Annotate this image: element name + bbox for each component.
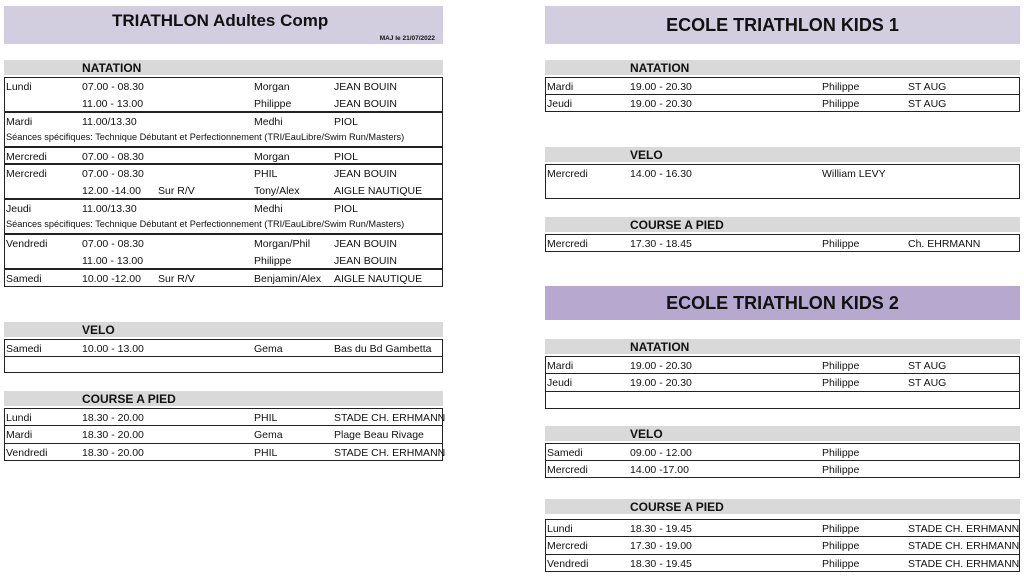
- cell-time: 07.00 - 08.30: [82, 151, 144, 163]
- cell-day: Vendredi: [6, 447, 48, 459]
- cell-time: 14.00 - 16.30: [630, 168, 692, 180]
- kids1-title-banner: [545, 6, 1020, 44]
- cell-coach: Philippe: [822, 540, 860, 552]
- cell-day: Samedi: [6, 343, 42, 355]
- cell-coach: PHIL: [254, 412, 278, 424]
- adultes-cap-header: [4, 391, 443, 406]
- cell-coach: Philippe: [822, 360, 860, 372]
- cell-place: STADE CH. ERHMANN: [334, 412, 446, 424]
- cell-coach: Benjamin/Alex: [254, 273, 322, 285]
- row-divider: [545, 460, 1020, 461]
- cell-day: Mardi: [547, 81, 574, 93]
- cell-place: ST AUG: [908, 360, 947, 372]
- row-divider: [545, 94, 1020, 95]
- cell-day: Mercredi: [547, 540, 588, 552]
- specific-sessions-note: Séances spécifiques: Technique Débutant et Perfectionnement (TRI/EauLibre/Swim Run/Masters): [6, 219, 405, 229]
- section-label: NATATION: [630, 61, 690, 75]
- cell-coach: Philippe: [822, 238, 860, 250]
- cell-time: 18.30 - 19.45: [630, 523, 692, 535]
- cell-time: 18.30 - 19.45: [630, 558, 692, 570]
- kids2-cap-header: [545, 499, 1020, 514]
- cell-time: 17.30 - 19.00: [630, 540, 692, 552]
- row-divider: [545, 373, 1020, 374]
- section-label: NATATION: [82, 61, 142, 75]
- cell-coach: Philippe: [822, 558, 860, 570]
- cell-time: 11.00 - 13.00: [82, 255, 144, 267]
- row-divider: [545, 391, 1020, 392]
- cell-coach: Philippe: [254, 98, 292, 110]
- cell-day: Mercredi: [547, 168, 588, 180]
- section-label: VELO: [630, 148, 663, 162]
- cell-coach: Philippe: [822, 523, 860, 535]
- cell-day: Vendredi: [547, 558, 589, 570]
- cell-time: 17.30 - 18.45: [630, 238, 692, 250]
- cell-place: Bas du Bd Gambetta: [334, 343, 432, 355]
- cell-coach: Philippe: [822, 81, 860, 93]
- cell-day: Mercredi: [547, 464, 588, 476]
- cell-time: 07.00 - 08.30: [82, 238, 144, 250]
- cell-time: 18.30 - 20.00: [82, 429, 144, 441]
- cell-time: 12.00 -14.00: [82, 185, 141, 197]
- cell-coach: PHIL: [254, 168, 278, 180]
- specific-sessions-note: Séances spécifiques: Technique Débutant et Perfectionnement (TRI/EauLibre/Swim Run/Masters): [6, 132, 405, 142]
- adultes-natation-header: [4, 60, 443, 75]
- cell-extra: Sur R/V: [158, 185, 195, 197]
- cell-place: PIOL: [334, 203, 358, 215]
- cell-place: JEAN BOUIN: [334, 238, 398, 250]
- adultes-velo-header: [4, 322, 443, 337]
- cell-day: Lundi: [6, 412, 32, 424]
- cell-day: Vendredi: [6, 238, 48, 250]
- adultes-title-banner: [4, 6, 443, 44]
- cell-time: 11.00 - 13.00: [82, 98, 144, 110]
- section-label: COURSE A PIED: [630, 218, 724, 232]
- cell-time: 14.00 -17.00: [630, 464, 689, 476]
- cell-coach: Tony/Alex: [254, 185, 300, 197]
- cell-time: 19.00 - 20.30: [630, 377, 692, 389]
- cell-coach: Morgan/Phil: [254, 238, 311, 250]
- cell-coach: Philippe: [822, 377, 860, 389]
- kids2-velo-header: [545, 426, 1020, 441]
- cell-time: 18.30 - 20.00: [82, 412, 144, 424]
- cell-day: Mardi: [547, 360, 574, 372]
- cell-day: Jeudi: [547, 98, 573, 110]
- cell-place: JEAN BOUIN: [334, 98, 398, 110]
- cell-day: Mercredi: [6, 168, 47, 180]
- cell-time: 07.00 - 08.30: [82, 168, 144, 180]
- cell-coach: PHIL: [254, 447, 278, 459]
- cell-coach: Morgan: [254, 151, 290, 163]
- section-label: VELO: [82, 323, 115, 337]
- cell-time: 18.30 - 20.00: [82, 447, 144, 459]
- row-divider: [4, 425, 443, 426]
- cell-place: STADE CH. ERHMANN: [334, 447, 446, 459]
- cell-day: Lundi: [6, 81, 32, 93]
- cell-place: JEAN BOUIN: [334, 168, 398, 180]
- row-divider: [4, 443, 443, 444]
- cell-day: Mercredi: [6, 151, 47, 163]
- cell-coach: Medhi: [254, 116, 283, 128]
- cell-time: 19.00 - 20.30: [630, 81, 692, 93]
- cell-day: Mardi: [6, 429, 33, 441]
- cell-place: STADE CH. ERHMANN: [908, 540, 1020, 552]
- cell-time: 11.00/13.30: [82, 116, 137, 128]
- cell-day: Jeudi: [6, 203, 32, 215]
- kids1-cap-header: [545, 217, 1020, 232]
- cell-place: PIOL: [334, 151, 358, 163]
- cell-coach: Philippe: [254, 255, 292, 267]
- section-label: NATATION: [630, 340, 690, 354]
- cell-time: 11.00/13.30: [82, 203, 137, 215]
- cell-place: STADE CH. ERHMANN: [908, 558, 1020, 570]
- cell-day: Jeudi: [547, 377, 573, 389]
- cell-time: 10.00 - 13.00: [82, 343, 144, 355]
- cell-place: JEAN BOUIN: [334, 81, 398, 93]
- row-divider: [4, 356, 443, 357]
- cell-day: Mardi: [6, 116, 33, 128]
- section-label: COURSE A PIED: [630, 500, 724, 514]
- cell-coach: Gema: [254, 429, 283, 441]
- cell-place: ST AUG: [908, 81, 947, 93]
- cell-coach: Gema: [254, 343, 283, 355]
- cell-coach: Medhi: [254, 203, 283, 215]
- section-label: VELO: [630, 427, 663, 441]
- cell-coach: Philippe: [822, 447, 860, 459]
- cell-place: AIGLE NAUTIQUE: [334, 273, 423, 285]
- cell-place: ST AUG: [908, 377, 947, 389]
- cell-time: 19.00 - 20.30: [630, 98, 692, 110]
- kids2-title: ECOLE TRIATHLON KIDS 2: [666, 292, 899, 313]
- kids2-title-banner: [545, 286, 1020, 320]
- cell-day: Lundi: [547, 523, 573, 535]
- cell-place: STADE CH. ERHMANN: [908, 523, 1020, 535]
- section-label: COURSE A PIED: [82, 392, 176, 406]
- cell-place: PIOL: [334, 116, 358, 128]
- cell-day: Mercredi: [547, 238, 588, 250]
- cell-place: AIGLE NAUTIQUE: [334, 185, 423, 197]
- cell-coach: Philippe: [822, 98, 860, 110]
- cell-time: 10.00 -12.00: [82, 273, 141, 285]
- kids1-title: ECOLE TRIATHLON KIDS 1: [666, 14, 899, 35]
- cell-coach: Philippe: [822, 464, 860, 476]
- update-date: MAJ le 21/07/2022: [379, 35, 435, 42]
- cell-day: Samedi: [6, 273, 42, 285]
- adultes-natation-group-3: [4, 147, 443, 164]
- cell-extra: Sur R/V: [158, 273, 195, 285]
- cell-coach: Morgan: [254, 81, 290, 93]
- adultes-title: TRIATHLON Adultes Comp: [112, 11, 329, 30]
- cell-coach: William LEVY: [822, 168, 886, 180]
- cell-day: Samedi: [547, 447, 583, 459]
- cell-time: 09.00 - 12.00: [630, 447, 692, 459]
- cell-time: 07.00 - 08.30: [82, 81, 144, 93]
- cell-place: ST AUG: [908, 98, 947, 110]
- kids1-velo-box: [545, 164, 1020, 199]
- cell-place: JEAN BOUIN: [334, 255, 398, 267]
- cell-place: Plage Beau Rivage: [334, 429, 424, 441]
- cell-place: Ch. EHRMANN: [908, 238, 981, 250]
- kids1-velo-header: [545, 147, 1020, 162]
- kids2-natation-header: [545, 339, 1020, 354]
- kids1-natation-header: [545, 60, 1020, 75]
- row-divider: [545, 536, 1020, 537]
- row-divider: [545, 554, 1020, 555]
- cell-time: 19.00 - 20.30: [630, 360, 692, 372]
- kids2-natation-box: [545, 356, 1020, 409]
